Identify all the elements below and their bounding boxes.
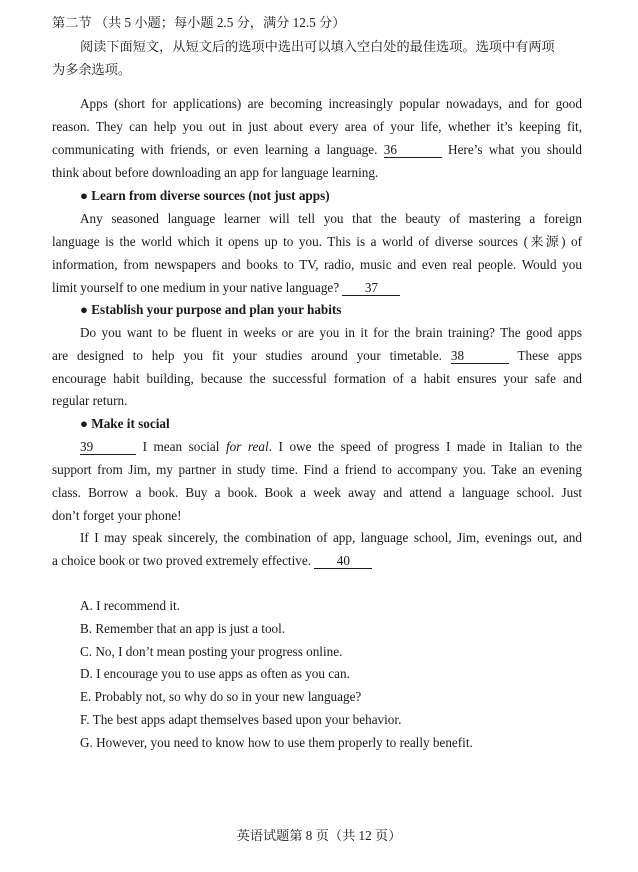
passage-line: class. Borrow a book. Buy a book. Book a week away and attend a language school. Just (52, 485, 582, 500)
passage-line-with-blank-37 (52, 280, 582, 296)
passage-text: are designed to help you fit your studies around your timetable. (52, 348, 442, 363)
option-e: E. Probably not, so why do so in your new language? (80, 689, 362, 704)
subheading-learn-from-diverse-sources: ● Learn from diverse sources (not just apps) (80, 188, 330, 203)
passage-line: Do you want to be fluent in weeks or are you in it for the brain training? The good apps (80, 325, 582, 340)
passage-text: These apps (517, 348, 582, 363)
passage-text: limit yourself to one medium in your native language? (52, 280, 340, 295)
subheading-establish-purpose: ● Establish your purpose and plan your habits (80, 302, 342, 317)
option-c: C. No, I don’t mean posting your progress online. (80, 644, 343, 659)
passage-line: Apps (short for applications) are becoming increasingly popular nowadays, and for good (80, 96, 582, 111)
passage-line: don’t forget your phone! (52, 508, 182, 523)
passage-text: communicating with friends, or even learning a language. (52, 142, 378, 157)
instructions-line-2: 为多余选项。 (52, 62, 132, 77)
passage-line: regular return. (52, 393, 128, 408)
emphasis-text: for real (225, 439, 269, 454)
section-heading: 第二节 （共 5 小题；每小题 2.5 分，满分 12.5 分） (52, 15, 346, 30)
option-d: D. I encourage you to use apps as often as you can. (80, 666, 350, 681)
passage-line-with-blank-40 (52, 553, 582, 569)
passage-text: . I owe the speed of progress I made in Italian to the (268, 439, 583, 454)
passage-line: reason. They can help you out in just about every area of your life, whether it’s keeping fit, (52, 119, 582, 134)
passage-line: support from Jim, my partner in study time. Find a friend to accompany you. Take an evening (52, 462, 582, 477)
passage-line-with-blank-36 (52, 142, 582, 158)
passage-line: encourage habit building, because the successful formation of a habit ensures your safe and (52, 371, 582, 386)
passage-text: Here’s what you should (448, 142, 582, 157)
subheading-make-it-social: ● Make it social (80, 416, 170, 431)
blank-38: 38 (451, 349, 509, 364)
passage-line: think about before downloading an app for language learning. (52, 165, 379, 180)
passage-line: information, from newspapers and books to TV, radio, music and even real people. Would you (52, 257, 582, 272)
passage-text: I mean social (142, 439, 220, 454)
option-g: G. However, you need to know how to use them properly to really benefit. (80, 735, 473, 750)
page-footer: 英语试题第 8 页（共 12 页） (236, 828, 402, 843)
passage-line-with-blank-39 (80, 439, 582, 455)
passage-line-with-blank-38 (52, 348, 582, 364)
option-b: B. Remember that an app is just a tool. (80, 621, 286, 636)
option-a: A. I recommend it. (80, 598, 180, 613)
blank-39: 39 (80, 440, 136, 455)
instructions-line-1: 阅读下面短文，从短文后的选项中选出可以填入空白处的最佳选项。选项中有两项 (80, 39, 555, 54)
blank-36: 36 (384, 143, 442, 158)
option-f: F. The best apps adapt themselves based upon your behavior. (80, 712, 402, 727)
blank-40: 40 (314, 554, 372, 569)
passage-line: language is the world which it opens up to you. This is a world of diverse sources (来源) of (52, 234, 582, 249)
passage-line: Any seasoned language learner will tell you that the beauty of mastering a foreign (80, 211, 582, 226)
passage-line: If I may speak sincerely, the combination of app, language school, Jim, evenings out, and (80, 530, 582, 545)
blank-37: 37 (342, 281, 400, 296)
passage-text: a choice book or two proved extremely effective. (52, 553, 312, 568)
